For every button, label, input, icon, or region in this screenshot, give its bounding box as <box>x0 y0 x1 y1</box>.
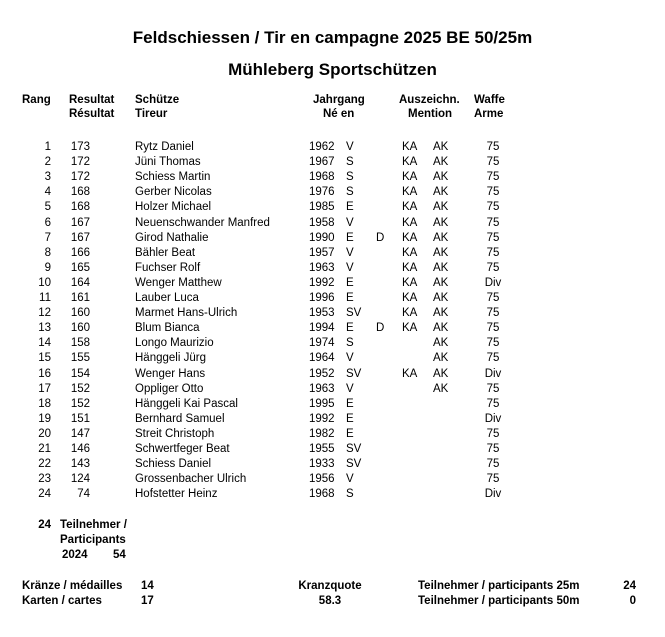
age-category: SV <box>346 443 362 455</box>
rank-cell: 13 <box>38 322 51 335</box>
header-arme: Arme <box>474 108 504 120</box>
result-cell: 158 <box>70 337 90 350</box>
mention-ak: AK <box>433 367 449 380</box>
result-cell: 164 <box>70 276 90 289</box>
age-category: S <box>346 171 354 184</box>
birth-year: 1968 <box>309 171 335 184</box>
table-row <box>0 200 665 215</box>
table-row <box>0 487 665 502</box>
result-cell: 161 <box>70 292 90 304</box>
weapon-cell: Div <box>484 367 502 380</box>
birth-year: 1985 <box>309 201 335 214</box>
weapon-cell: 75 <box>486 292 500 304</box>
mention-ka: KA <box>402 292 418 304</box>
shooter-name: Girod Nathalie <box>135 231 209 244</box>
mention-ka: KA <box>402 367 418 380</box>
shooter-name: Hänggeli Kai Pascal <box>135 397 238 410</box>
age-category: SV <box>346 367 362 380</box>
mention-ak: AK <box>433 352 449 365</box>
table-row <box>0 291 665 306</box>
shooter-name: Marmet Hans-Ulrich <box>135 307 238 320</box>
kranzquote-value: 58.3 <box>318 595 342 607</box>
age-category: V <box>346 382 354 395</box>
result-cell: 151 <box>70 412 90 425</box>
weapon-cell: Div <box>484 276 502 289</box>
shooter-name: Blum Bianca <box>135 322 200 335</box>
rank-cell: 16 <box>38 367 51 380</box>
weapon-cell: 75 <box>486 427 500 440</box>
shooter-name: Bähler Beat <box>135 246 196 259</box>
mention-ak: AK <box>433 246 449 259</box>
rank-cell: 12 <box>38 307 51 320</box>
result-cell: 172 <box>70 171 90 184</box>
result-cell: 155 <box>70 352 90 365</box>
rank-cell: 5 <box>44 201 51 214</box>
header-schuetze: Schütze <box>135 94 180 106</box>
age-category: E <box>346 201 354 214</box>
birth-year: 1964 <box>309 352 335 365</box>
table-row <box>0 397 665 412</box>
birth-year: 1995 <box>309 397 335 410</box>
mention-ak: AK <box>433 322 449 335</box>
table-row <box>0 427 665 442</box>
mention-ka: KA <box>402 276 418 289</box>
result-cell: 146 <box>70 443 90 455</box>
result-cell: 152 <box>70 382 90 395</box>
table-row <box>0 261 665 276</box>
participants-label-fr: Participants <box>60 534 126 546</box>
shooter-name: Hofstetter Heinz <box>135 488 218 501</box>
result-cell: 160 <box>70 322 90 335</box>
mention-ak: AK <box>433 337 449 350</box>
participants-25m-value: 24 <box>623 580 636 592</box>
birth-year: 1963 <box>309 382 335 395</box>
shooter-name: Holzer Michael <box>135 201 212 214</box>
result-cell: 173 <box>70 141 90 153</box>
weapon-cell: 75 <box>486 382 500 395</box>
birth-year: 1952 <box>309 367 335 380</box>
mention-ka: KA <box>402 322 418 335</box>
shooter-name: Rytz Daniel <box>135 141 194 153</box>
weapon-cell: Div <box>484 412 502 425</box>
kraenze-label: Kränze / médailles <box>22 580 123 592</box>
mention-ak: AK <box>433 171 449 184</box>
rank-cell: 17 <box>38 382 51 395</box>
birth-year: 1956 <box>309 473 335 486</box>
rank-cell: 7 <box>44 231 51 244</box>
kraenze-value: 14 <box>141 580 154 592</box>
result-cell: 74 <box>77 488 90 501</box>
birth-year: 1963 <box>309 261 335 274</box>
result-cell: 168 <box>70 201 90 214</box>
rank-cell: 10 <box>38 276 51 289</box>
weapon-cell: 75 <box>486 473 500 486</box>
age-category: E <box>346 292 354 304</box>
karten-value: 17 <box>141 595 154 607</box>
table-row <box>0 336 665 351</box>
table-row <box>0 351 665 366</box>
shooter-name: Jüni Thomas <box>135 156 201 169</box>
age-category: SV <box>346 458 362 471</box>
rank-cell: 3 <box>44 171 51 184</box>
weapon-cell: 75 <box>486 458 500 471</box>
mention-ka: KA <box>402 156 418 169</box>
weapon-cell: 75 <box>486 397 500 410</box>
age-category: V <box>346 216 354 229</box>
previous-year-count: 54 <box>113 549 126 561</box>
header-ne-en: Né en <box>323 108 355 120</box>
rank-cell: 15 <box>38 352 51 365</box>
mention-ka: KA <box>402 186 418 199</box>
shooter-name: Hänggeli Jürg <box>135 352 206 365</box>
shooter-name: Longo Maurizio <box>135 337 214 350</box>
participants-50m-value: 0 <box>629 595 636 607</box>
age-category: V <box>346 473 354 486</box>
shooter-name: Wenger Hans <box>135 367 206 380</box>
header-waffe: Waffe <box>474 94 505 106</box>
shooter-name: Grossenbacher Ulrich <box>135 473 247 486</box>
mention-ak: AK <box>433 292 449 304</box>
weapon-cell: 75 <box>486 443 500 455</box>
previous-year: 2024 <box>62 549 88 561</box>
shooter-name: Neuenschwander Manfred <box>135 216 270 229</box>
table-row <box>0 442 665 457</box>
weapon-cell: 75 <box>486 246 500 259</box>
page-title: Feldschiessen / Tir en campagne 2025 BE 50/25m <box>132 28 533 47</box>
shooter-name: Lauber Luca <box>135 292 199 304</box>
birth-year: 1958 <box>309 216 335 229</box>
participants-label-de: Teilnehmer / <box>60 519 127 531</box>
result-cell: 167 <box>70 231 90 244</box>
birth-year: 1976 <box>309 186 335 199</box>
participants-count: 24 <box>38 519 51 531</box>
rank-cell: 19 <box>38 412 51 425</box>
shooter-name: Oppliger Otto <box>135 382 204 395</box>
shooter-name: Streit Christoph <box>135 427 215 440</box>
header-rang: Rang <box>22 94 51 106</box>
result-cell: 167 <box>70 216 90 229</box>
club-name: Mühleberg Sportschützen <box>228 60 437 79</box>
table-row <box>0 155 665 170</box>
result-cell: 168 <box>70 186 90 199</box>
birth-year: 1962 <box>309 141 335 153</box>
mention-ka: KA <box>402 201 418 214</box>
age-category: S <box>346 488 354 501</box>
rank-cell: 9 <box>44 261 51 274</box>
mention-ka: KA <box>402 231 418 244</box>
result-cell: 165 <box>70 261 90 274</box>
table-row <box>0 367 665 382</box>
weapon-cell: Div <box>484 488 502 501</box>
rank-cell: 20 <box>38 427 51 440</box>
table-row <box>0 382 665 397</box>
weapon-cell: 75 <box>486 307 500 320</box>
rank-cell: 8 <box>44 246 51 259</box>
mention-ak: AK <box>433 201 449 214</box>
shooter-name: Wenger Matthew <box>135 276 222 289</box>
header-tireur: Tireur <box>135 108 168 120</box>
age-category: E <box>346 397 354 410</box>
rank-cell: 4 <box>44 186 51 199</box>
table-row <box>0 412 665 427</box>
age-category: E <box>346 322 354 335</box>
result-cell: 147 <box>70 427 90 440</box>
rank-cell: 2 <box>44 156 51 169</box>
age-category: E <box>346 231 354 244</box>
rank-cell: 11 <box>39 292 51 304</box>
mention-ak: AK <box>433 231 449 244</box>
table-row <box>0 246 665 261</box>
rank-cell: 14 <box>38 337 51 350</box>
weapon-cell: 75 <box>486 352 500 365</box>
participants-25m-label: Teilnehmer / participants 25m <box>418 580 580 592</box>
birth-year: 1994 <box>309 322 335 335</box>
age-category: E <box>346 427 354 440</box>
table-row <box>0 140 665 155</box>
table-row <box>0 472 665 487</box>
weapon-cell: 75 <box>486 261 500 274</box>
mention-ak: AK <box>433 141 449 153</box>
kranzquote-label: Kranzquote <box>298 580 362 592</box>
result-cell: 154 <box>70 367 90 380</box>
shooter-name: Gerber Nicolas <box>135 186 212 199</box>
result-cell: 143 <box>70 458 90 471</box>
table-row <box>0 216 665 231</box>
rank-cell: 24 <box>38 488 51 501</box>
table-row <box>0 170 665 185</box>
mention-ak: AK <box>433 382 449 395</box>
table-row <box>0 231 665 246</box>
shooter-name: Schiess Daniel <box>135 458 212 471</box>
birth-year: 1933 <box>309 458 335 471</box>
table-row <box>0 306 665 321</box>
weapon-cell: 75 <box>486 201 500 214</box>
weapon-cell: 75 <box>486 322 500 335</box>
mention-ak: AK <box>433 156 449 169</box>
mention-ak: AK <box>433 186 449 199</box>
shooter-name: Bernhard Samuel <box>135 412 225 425</box>
age-category: V <box>346 261 354 274</box>
birth-year: 1992 <box>309 276 335 289</box>
birth-year: 1957 <box>309 246 335 259</box>
karten-label: Karten / cartes <box>22 595 102 607</box>
mention-ak: AK <box>433 261 449 274</box>
age-category: S <box>346 156 354 169</box>
birth-year: 1992 <box>309 412 335 425</box>
mention-ak: AK <box>433 276 449 289</box>
weapon-cell: 75 <box>486 171 500 184</box>
age-category: S <box>346 337 354 350</box>
birth-year: 1967 <box>309 156 335 169</box>
rank-cell: 18 <box>38 397 51 410</box>
birth-year: 1990 <box>309 231 335 244</box>
weapon-cell: 75 <box>486 216 500 229</box>
mention-ak: AK <box>433 216 449 229</box>
header-resultat: Resultat <box>69 94 115 106</box>
rank-cell: 6 <box>44 216 51 229</box>
age-category: SV <box>346 307 362 320</box>
rank-cell: 22 <box>38 458 51 471</box>
birth-year: 1982 <box>309 427 335 440</box>
result-cell: 160 <box>70 307 90 320</box>
weapon-cell: 75 <box>486 231 500 244</box>
age-category: S <box>346 186 354 199</box>
rank-cell: 1 <box>44 141 51 153</box>
shooter-name: Schiess Martin <box>135 171 211 184</box>
birth-year: 1968 <box>309 488 335 501</box>
header-auszeichnung: Auszeichn. <box>399 94 460 106</box>
weapon-cell: 75 <box>486 156 500 169</box>
participants-50m-label: Teilnehmer / participants 50m <box>418 595 580 607</box>
table-row <box>0 276 665 291</box>
result-cell: 152 <box>70 397 90 410</box>
weapon-cell: 75 <box>486 186 500 199</box>
result-cell: 172 <box>70 156 90 169</box>
table-row <box>0 185 665 200</box>
mention-ka: KA <box>402 216 418 229</box>
age-category: E <box>346 276 354 289</box>
rank-cell: 21 <box>38 443 51 455</box>
table-row <box>0 321 665 336</box>
birth-year: 1974 <box>309 337 335 350</box>
age-category: E <box>346 412 354 425</box>
header-resultat-fr: Résultat <box>69 108 115 120</box>
result-cell: 124 <box>70 473 90 486</box>
birth-year: 1953 <box>309 307 335 320</box>
header-mention: Mention <box>408 108 453 120</box>
mention-ak: AK <box>433 307 449 320</box>
age-category: V <box>346 352 354 365</box>
mention-ka: KA <box>402 307 418 320</box>
gender-flag: D <box>376 231 385 244</box>
birth-year: 1955 <box>309 443 335 455</box>
shooter-name: Schwertfeger Beat <box>135 443 230 455</box>
birth-year: 1996 <box>309 292 335 304</box>
weapon-cell: 75 <box>486 141 500 153</box>
age-category: V <box>346 141 354 153</box>
gender-flag: D <box>376 322 385 335</box>
weapon-cell: 75 <box>486 337 500 350</box>
shooter-name: Fuchser Rolf <box>135 261 201 274</box>
mention-ka: KA <box>402 246 418 259</box>
header-jahrgang: Jahrgang <box>313 94 365 106</box>
age-category: V <box>346 246 354 259</box>
mention-ka: KA <box>402 171 418 184</box>
result-cell: 166 <box>70 246 90 259</box>
rank-cell: 23 <box>38 473 51 486</box>
table-row <box>0 457 665 472</box>
mention-ka: KA <box>402 141 418 153</box>
mention-ka: KA <box>402 261 418 274</box>
